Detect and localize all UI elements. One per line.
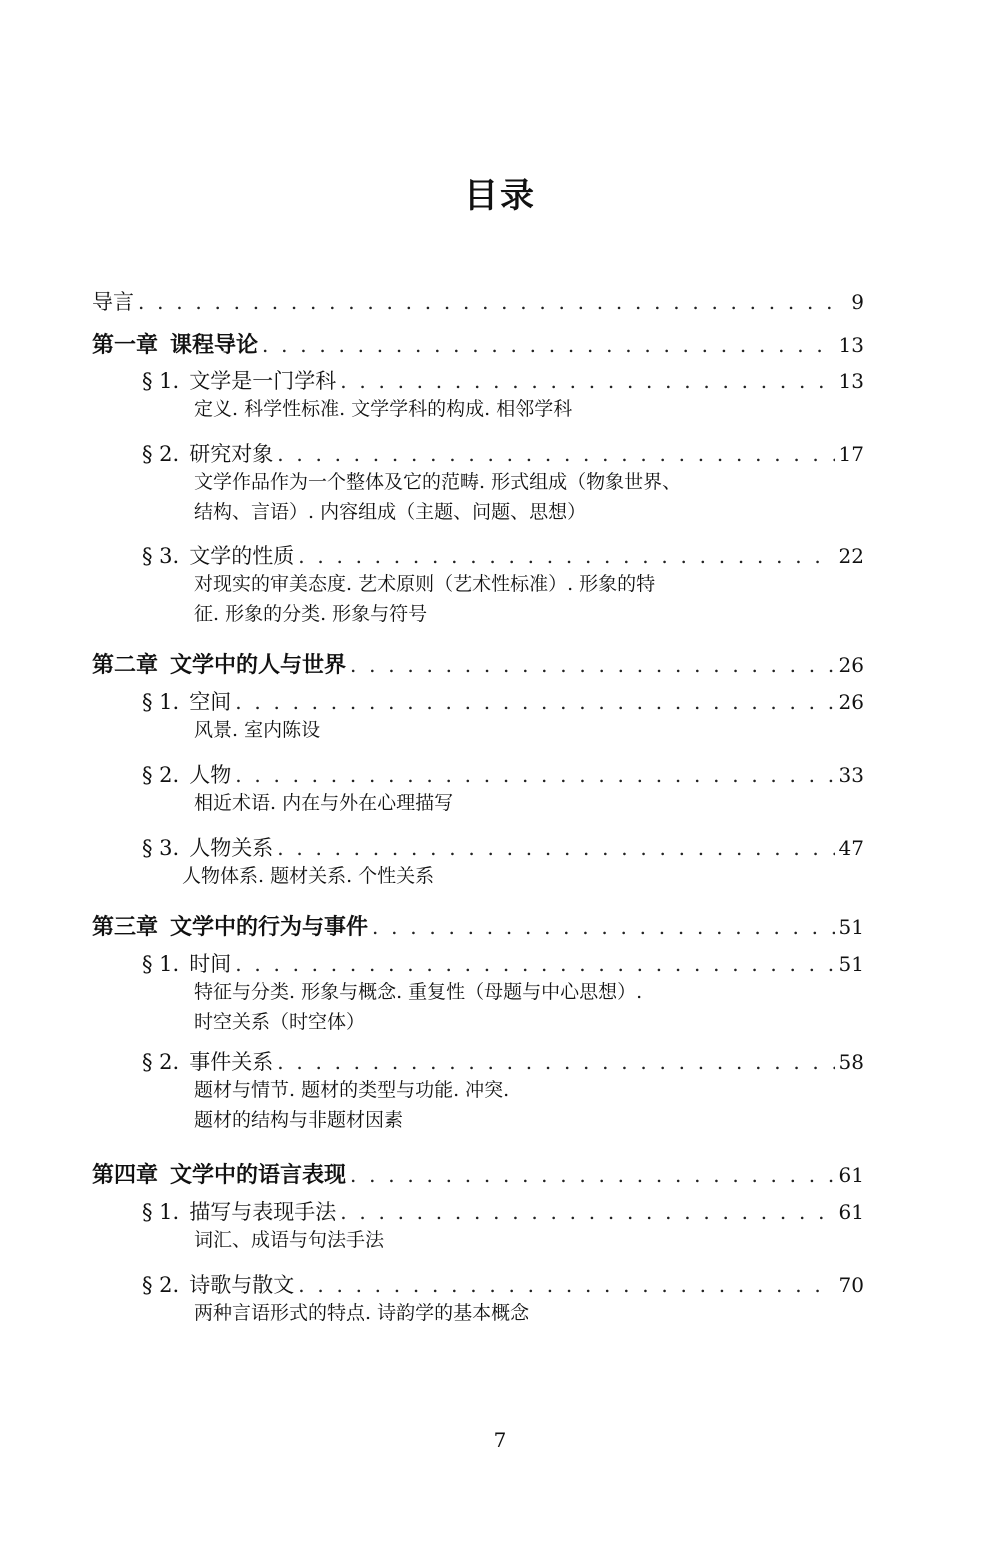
section-mark: § 3. bbox=[142, 836, 180, 860]
description-line: 结构、言语）. 内容组成（主题、问题、思想） bbox=[194, 501, 587, 523]
toc-section-1-2 bbox=[142, 438, 864, 468]
description-line: 定义. 科学性标准. 文学学科的构成. 相邻学科 bbox=[194, 398, 573, 420]
description-line: 风景. 室内陈设 bbox=[194, 719, 321, 741]
dot-leader bbox=[340, 369, 834, 393]
toc-page-number: 13 bbox=[838, 333, 864, 357]
section-description bbox=[194, 1075, 834, 1135]
section-mark: § 1. bbox=[142, 952, 180, 976]
section-title: 人物关系 bbox=[189, 836, 274, 860]
section-title: 文学是一门学科 bbox=[189, 369, 337, 393]
dot-leader bbox=[277, 442, 834, 466]
section-description bbox=[194, 788, 834, 818]
section-mark: § 2. bbox=[142, 763, 180, 787]
toc-page-number: 9 bbox=[851, 290, 864, 314]
page-number: 7 bbox=[493, 1428, 507, 1452]
section-description bbox=[194, 977, 834, 1037]
toc-page-number: 17 bbox=[838, 442, 864, 466]
toc-page-number: 51 bbox=[838, 915, 864, 939]
toc-page-number: 51 bbox=[838, 952, 864, 976]
section-title: 人物 bbox=[189, 763, 232, 787]
toc-chapter-3 bbox=[92, 910, 864, 941]
description-line: 征. 形象的分类. 形象与符号 bbox=[194, 603, 428, 625]
dot-leader bbox=[350, 653, 835, 677]
description-line: 题材与情节. 题材的类型与功能. 冲突. bbox=[194, 1079, 510, 1101]
section-mark: § 2. bbox=[142, 1273, 180, 1297]
toc-section-2-1 bbox=[142, 686, 864, 716]
dot-leader bbox=[277, 836, 834, 860]
section-title: 描写与表现手法 bbox=[189, 1200, 337, 1224]
chapter-number: 第四章 bbox=[92, 1163, 159, 1188]
chapter-number: 第二章 bbox=[92, 653, 159, 678]
toc-page-number: 26 bbox=[838, 653, 864, 677]
section-title: 研究对象 bbox=[189, 442, 274, 466]
dot-leader bbox=[235, 952, 834, 976]
dot-leader bbox=[235, 763, 834, 787]
dot-leader bbox=[277, 1050, 834, 1074]
toc-page-number: 70 bbox=[838, 1273, 864, 1297]
section-mark: § 2. bbox=[142, 442, 180, 466]
section-mark: § 1. bbox=[142, 1200, 180, 1224]
toc-label: 导言 bbox=[92, 290, 134, 314]
description-line: 相近术语. 内在与外在心理描写 bbox=[194, 792, 454, 814]
section-description bbox=[182, 861, 822, 891]
section-title: 空间 bbox=[189, 690, 232, 714]
toc-chapter-2 bbox=[92, 648, 864, 679]
toc-page-number: 26 bbox=[838, 690, 864, 714]
page-title: 目录 bbox=[464, 176, 536, 216]
chapter-title: 课程导论 bbox=[170, 333, 259, 358]
section-mark: § 2. bbox=[142, 1050, 180, 1074]
chapter-title: 文学中的人与世界 bbox=[170, 653, 347, 678]
toc-page-number: 58 bbox=[838, 1050, 864, 1074]
toc-page-number: 13 bbox=[838, 369, 864, 393]
section-description bbox=[194, 1298, 834, 1328]
description-line: 文学作品作为一个整体及它的范畴. 形式组成（物象世界、 bbox=[194, 471, 682, 493]
dot-leader bbox=[138, 290, 847, 314]
description-line: 两种言语形式的特点. 诗韵学的基本概念 bbox=[194, 1302, 530, 1324]
toc-chapter-4 bbox=[92, 1158, 864, 1189]
toc-section-1-3 bbox=[142, 540, 864, 570]
description-line: 特征与分类. 形象与概念. 重复性（母题与中心思想）. bbox=[194, 981, 643, 1003]
section-description bbox=[194, 394, 834, 424]
section-title: 时间 bbox=[189, 952, 232, 976]
toc-page-number: 47 bbox=[838, 836, 864, 860]
toc-page-number: 61 bbox=[838, 1200, 864, 1224]
toc-page-number: 61 bbox=[838, 1163, 864, 1187]
chapter-number: 第三章 bbox=[92, 915, 159, 940]
dot-leader bbox=[298, 1273, 834, 1297]
section-description bbox=[194, 569, 834, 629]
toc-section-2-2 bbox=[142, 759, 864, 789]
section-title: 文学的性质 bbox=[189, 544, 295, 568]
dot-leader bbox=[298, 544, 834, 568]
toc-section-4-1 bbox=[142, 1196, 864, 1226]
chapter-number: 第一章 bbox=[92, 333, 159, 358]
dot-leader bbox=[340, 1200, 834, 1224]
toc-page-number: 22 bbox=[838, 544, 864, 568]
section-mark: § 1. bbox=[142, 369, 180, 393]
toc-chapter-1 bbox=[92, 328, 864, 359]
toc-section-1-1 bbox=[142, 365, 864, 395]
dot-leader bbox=[350, 1163, 835, 1187]
toc-section-2-3 bbox=[142, 832, 864, 862]
dot-leader bbox=[262, 333, 835, 357]
dot-leader bbox=[235, 690, 834, 714]
section-title: 事件关系 bbox=[189, 1050, 274, 1074]
description-line: 时空关系（时空体） bbox=[194, 1011, 366, 1033]
toc-section-4-2 bbox=[142, 1269, 864, 1299]
description-line: 题材的结构与非题材因素 bbox=[194, 1109, 404, 1131]
section-description bbox=[194, 467, 834, 527]
section-description bbox=[194, 1225, 834, 1255]
section-mark: § 1. bbox=[142, 690, 180, 714]
chapter-title: 文学中的语言表现 bbox=[170, 1163, 347, 1188]
dot-leader bbox=[372, 915, 835, 939]
section-mark: § 3. bbox=[142, 544, 180, 568]
description-line: 人物体系. 题材关系. 个性关系 bbox=[182, 865, 435, 887]
chapter-title: 文学中的行为与事件 bbox=[170, 915, 369, 940]
section-title: 诗歌与散文 bbox=[189, 1273, 295, 1297]
toc-section-3-2 bbox=[142, 1046, 864, 1076]
description-line: 对现实的审美态度. 艺术原则（艺术性标准）. 形象的特 bbox=[194, 573, 656, 595]
description-line: 词汇、成语与句法手法 bbox=[194, 1229, 385, 1251]
toc-page-number: 33 bbox=[838, 763, 864, 787]
toc-entry-intro bbox=[92, 286, 864, 316]
section-description bbox=[194, 715, 834, 745]
toc-section-3-1 bbox=[142, 948, 864, 978]
